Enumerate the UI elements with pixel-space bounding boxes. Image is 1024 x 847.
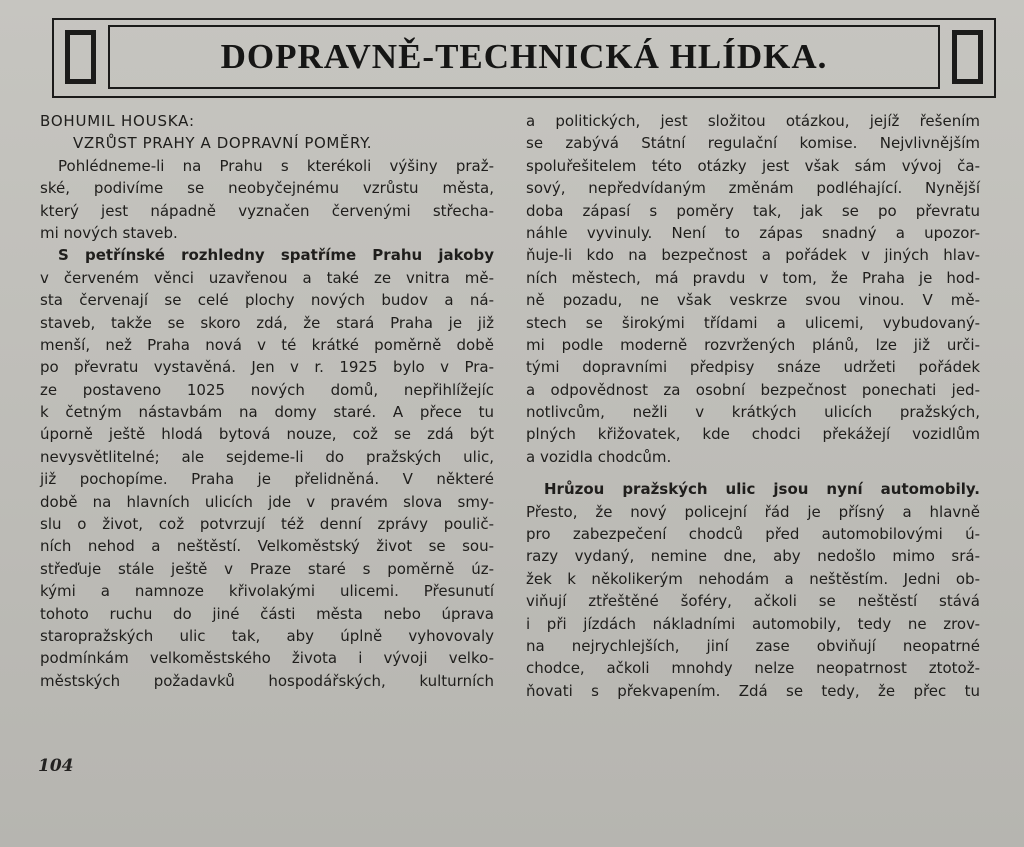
body-line: v červeném věnci uzavřenou a také ze vnitra mě- bbox=[40, 268, 494, 287]
header-frame bbox=[52, 18, 996, 98]
body-line: ze postaveno 1025 nových domů, nepřihlížejíc bbox=[40, 380, 494, 399]
body-line: k četným nástavbám na domy staré. A přece tu bbox=[40, 403, 494, 422]
body-line: ních městech, má pravdu v tom, že Praha je hod- bbox=[526, 268, 980, 287]
body-line: době na hlavních ulicích jde v pravém slova smy- bbox=[40, 492, 494, 511]
body-line: ně pozadu, ne však veskrze svou vinou. V mě- bbox=[526, 291, 980, 310]
body-line: mi podle moderně rozvržených plánů, lze již urči- bbox=[526, 335, 980, 354]
body-line: a odpovědnost za osobní bezpečnost ponechati jed- bbox=[526, 380, 980, 399]
body-line: a vozidla chodcům. bbox=[526, 447, 672, 466]
page-number: 104 bbox=[38, 756, 74, 776]
left-ornament-box bbox=[65, 30, 96, 84]
body-line: městských požadavků hospodářských, kulturních bbox=[40, 671, 494, 690]
body-line: po převratu vystavěná. Jen v r. 1925 bylo v Pra- bbox=[40, 358, 494, 377]
body-line: a politických, jest složitou otázkou, jejíž řešením bbox=[526, 112, 980, 130]
body-line: mi nových staveb. bbox=[40, 223, 178, 242]
header-title-box bbox=[108, 25, 940, 89]
body-line: ňovati s překvapením. Zdá se tedy, že přec tu bbox=[526, 681, 980, 700]
section-title: DOPRAVNĚ-TECHNICKÁ HLÍDKA. bbox=[220, 37, 828, 76]
body-line: na nejrychlejších, jiní zase obviňují neopatrné bbox=[526, 636, 980, 655]
body-line: chodce, ačkoli mnohdy nelze neopatrnost ztotož- bbox=[526, 659, 980, 678]
body-line: střeďuje stále ještě v Praze staré s poměrně úz- bbox=[40, 559, 494, 578]
right-ornament-box bbox=[952, 30, 983, 84]
body-line: spoluřešitelem této otázky jest však sám vývoj ča- bbox=[526, 156, 980, 175]
body-line: podmínkám velkoměstského života i vývoji velko- bbox=[40, 649, 494, 668]
body-line: Přesto, že nový policejní řád je přísný a hlavně bbox=[526, 502, 980, 521]
body-line: již pochopíme. Praha je přelidněná. V některé bbox=[40, 470, 494, 489]
body-line: menší, než Praha nová v té krátké poměrně době bbox=[40, 335, 494, 354]
body-line: stech se širokými třídami a ulicemi, vybudovaný- bbox=[526, 313, 980, 332]
body-line: sový, nepředvídaným změnám podléhající. Nynější bbox=[526, 179, 980, 198]
body-line: staropražských ulic tak, aby úplně vyhovovaly bbox=[40, 626, 494, 645]
body-line: ské, podivíme se neobyčejnému vzrůstu města, bbox=[40, 179, 494, 198]
body-line: razy vydaný, nemine dne, aby nedošlo mimo srá- bbox=[526, 547, 980, 566]
body-line: nevysvětlitelné; ale sejdeme-li do pražských ulic, bbox=[40, 447, 494, 466]
body-line: tými dopravními předpisy snáze udržeti pořádek bbox=[526, 358, 980, 377]
paragraph-gap bbox=[526, 468, 980, 478]
body-line: Hrůzou pražských ulic jsou nyní automobily. bbox=[544, 480, 980, 499]
body-line: se zabývá Státní regulační komise. Nejvlivnějším bbox=[526, 134, 980, 153]
article-title: VZRŮST PRAHY A DOPRAVNÍ POMĚRY. bbox=[73, 134, 373, 153]
body-line: Pohlédneme-li na Prahu s kterékoli výšiny praž- bbox=[58, 156, 494, 175]
body-line: notlivcům, nežli v krátkých ulicích pražských, bbox=[526, 403, 980, 422]
body-line: sta červenají se celé plochy nových budov a ná- bbox=[40, 291, 494, 310]
body-line: S petřínské rozhledny spatříme Prahu jakoby bbox=[58, 246, 494, 265]
body-line: i při jízdách nákladními automobily, tedy ne zrov- bbox=[526, 614, 980, 633]
body-line: doba zápasí s poměry tak, jak se po převratu bbox=[526, 201, 980, 220]
body-line: ňuje-li kdo na bezpečnost a pořádek v jiných hlav- bbox=[526, 246, 980, 265]
body-line: tohoto ruchu do jiné části města nebo úprava bbox=[40, 604, 494, 623]
body-line: ních nehod a neštěstí. Velkoměstský život se sou- bbox=[40, 537, 494, 556]
body-line: viňují ztřeštěné šoféry, ačkoli se neštěstí stává bbox=[526, 592, 980, 611]
body-line: pro zabezpečení chodců před automobilovými ú- bbox=[526, 525, 980, 544]
body-line: kými a namnoze křivolakými ulicemi. Přesunutí bbox=[40, 582, 494, 601]
body-line: náhle vyvinuly. Není to zápas snadný a upozor- bbox=[526, 223, 980, 242]
body-line: který jest nápadně vyznačen červenými střecha- bbox=[40, 201, 494, 220]
left-column bbox=[40, 110, 494, 692]
right-column bbox=[526, 110, 980, 702]
body-line: slu o život, což potvrzují též denní zprávy poulič- bbox=[40, 515, 494, 534]
body-line: plných křižovatek, kde chodci překážejí vozidlům bbox=[526, 425, 980, 444]
body-line: žek k několikerým nehodám a neštěstím. Jedni ob- bbox=[526, 569, 980, 588]
body-line: staveb, takže se skoro zdá, že stará Praha je již bbox=[40, 313, 494, 332]
article-author: BOHUMIL HOUSKA: bbox=[40, 112, 195, 130]
body-line: úporně ještě hlodá bytová nouze, což se zdá být bbox=[40, 425, 494, 444]
